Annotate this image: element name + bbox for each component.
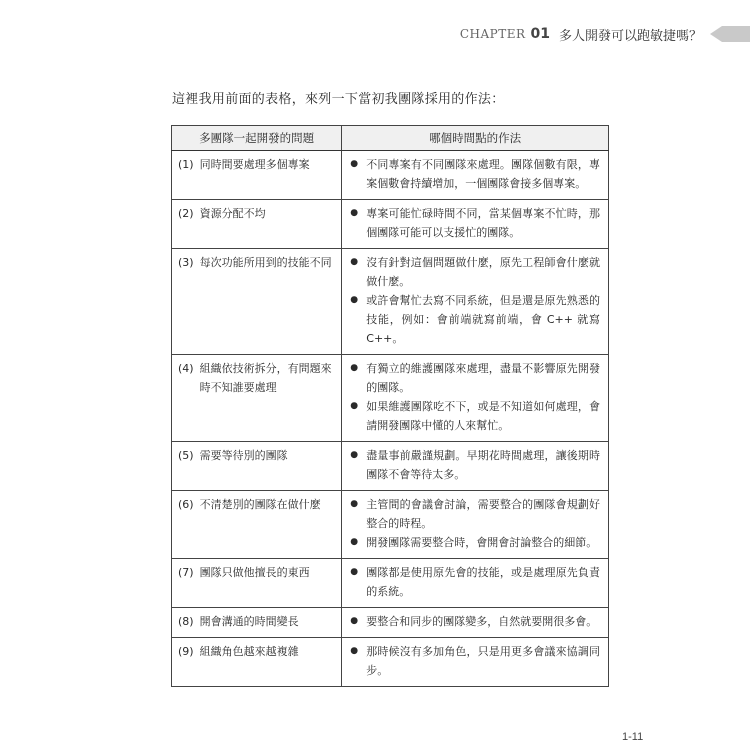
bullet-icon: ● (350, 257, 359, 267)
practice-item (350, 397, 600, 435)
practice-text: 沒有針對這個問題做什麼，原先工程師會什麼就做什麼。 (366, 256, 600, 288)
practice-text: 專案可能忙碌時間不同，當某個專案不忙時，那個團隊可能可以支援忙的團隊。 (366, 207, 600, 239)
problem-cell (172, 442, 342, 491)
table-row (172, 608, 609, 638)
practice-cell (342, 638, 609, 687)
bullet-icon: ● (350, 499, 359, 509)
practice-item (350, 291, 600, 348)
practice-text: 那時候沒有多加角色，只是用更多會議來協調同步。 (366, 645, 600, 677)
bullet-icon: ● (350, 208, 359, 218)
practice-text: 主管間的會議會討論，需要整合的團隊會規劃好整合的時程。 (366, 498, 600, 530)
bullet-icon: ● (350, 646, 359, 656)
chapter-number: 01 (530, 26, 550, 42)
problem-text: 開會溝通的時間變長 (199, 615, 299, 628)
problem-number: (1) (178, 158, 194, 171)
problem-cell (172, 151, 342, 200)
problem-text: 資源分配不均 (199, 207, 266, 220)
table-row (172, 200, 609, 249)
practice-table (171, 125, 609, 687)
problem-cell (172, 638, 342, 687)
practice-cell (342, 355, 609, 442)
problem-number: (8) (178, 615, 194, 628)
problem-text: 需要等待別的團隊 (199, 449, 288, 462)
table-row (172, 559, 609, 608)
bullet-icon: ● (350, 363, 359, 373)
problem-number: (2) (178, 207, 194, 220)
practice-item (350, 359, 600, 397)
practice-item (350, 495, 600, 533)
practice-text: 要整合和同步的團隊變多，自然就要開很多會。 (366, 615, 598, 628)
header-practice: 哪個時間點的作法 (342, 126, 609, 151)
bullet-icon: ● (350, 401, 359, 411)
practice-item (350, 533, 600, 552)
practice-text: 不同專案有不同團隊來處理。團隊個數有限，專案個數會持續增加，一個團隊會接多個專案。 (366, 158, 600, 190)
problem-text: 組織依技術拆分，有問題來時不知誰要處理 (199, 362, 332, 394)
practice-cell (342, 151, 609, 200)
table-row (172, 355, 609, 442)
problem-number: (5) (178, 449, 194, 462)
problem-text: 團隊只做他擅長的東西 (199, 566, 310, 579)
table-row (172, 151, 609, 200)
practice-cell (342, 249, 609, 355)
problem-text: 每次功能所用到的技能不同 (199, 256, 332, 269)
bullet-icon: ● (350, 450, 359, 460)
intro-paragraph: 這裡我用前面的表格，來列一下當初我團隊採用的作法： (172, 92, 505, 107)
problem-text: 不清楚別的團隊在做什麼 (199, 498, 321, 511)
problem-number: (4) (178, 362, 194, 375)
problem-cell (172, 608, 342, 638)
chapter-header (460, 24, 750, 44)
practice-item (350, 563, 600, 601)
practice-item (350, 446, 600, 484)
table-row (172, 638, 609, 687)
practice-cell (342, 200, 609, 249)
bullet-icon: ● (350, 616, 359, 626)
practice-item (350, 204, 600, 242)
practice-cell (342, 491, 609, 559)
page-number: 1-11 (622, 731, 644, 743)
practice-cell (342, 559, 609, 608)
problem-cell (172, 355, 342, 442)
bullet-icon: ● (350, 295, 359, 305)
problem-number: (6) (178, 498, 194, 511)
practice-item (350, 642, 600, 680)
table-header-row (172, 126, 609, 151)
chapter-tab-decoration (710, 26, 750, 42)
problem-cell (172, 491, 342, 559)
practice-cell (342, 608, 609, 638)
practice-item (350, 253, 600, 291)
practice-item (350, 612, 600, 631)
problem-text: 同時間要處理多個專案 (199, 158, 310, 171)
problem-cell (172, 249, 342, 355)
practice-text: 有獨立的維護團隊來處理，盡量不影響原先開發的團隊。 (366, 362, 600, 394)
practice-text: 如果維護團隊吃不下，或是不知道如何處理，會請開發團隊中懂的人來幫忙。 (366, 400, 600, 432)
table-row (172, 491, 609, 559)
chapter-label: CHAPTER (459, 27, 526, 41)
practice-text: 或許會幫忙去寫不同系統，但是還是原先熟悉的技能，例如：會前端就寫前端，會 C++ 就寫 C++。 (366, 294, 600, 345)
chapter-title: 多人開發可以跑敏捷嗎？ (558, 28, 702, 44)
header-problem: 多團隊一起開發的問題 (172, 126, 342, 151)
practice-text: 團隊都是使用原先會的技能，或是處理原先負責的系統。 (366, 566, 600, 598)
bullet-icon: ● (350, 537, 359, 547)
table-row (172, 249, 609, 355)
practice-item (350, 155, 600, 193)
problem-number: (7) (178, 566, 194, 579)
problem-number: (3) (178, 256, 194, 269)
practice-text: 盡量事前嚴謹規劃。早期花時間處理，讓後期時團隊不會等待太多。 (366, 449, 600, 481)
problem-cell (172, 200, 342, 249)
bullet-icon: ● (350, 159, 359, 169)
problem-number: (9) (178, 645, 194, 658)
problem-text: 組織角色越來越複雜 (199, 645, 299, 658)
practice-cell (342, 442, 609, 491)
practice-text: 開發團隊需要整合時，會開會討論整合的細節。 (366, 536, 598, 549)
table-body (172, 151, 609, 687)
problem-cell (172, 559, 342, 608)
table-row (172, 442, 609, 491)
bullet-icon: ● (350, 567, 359, 577)
